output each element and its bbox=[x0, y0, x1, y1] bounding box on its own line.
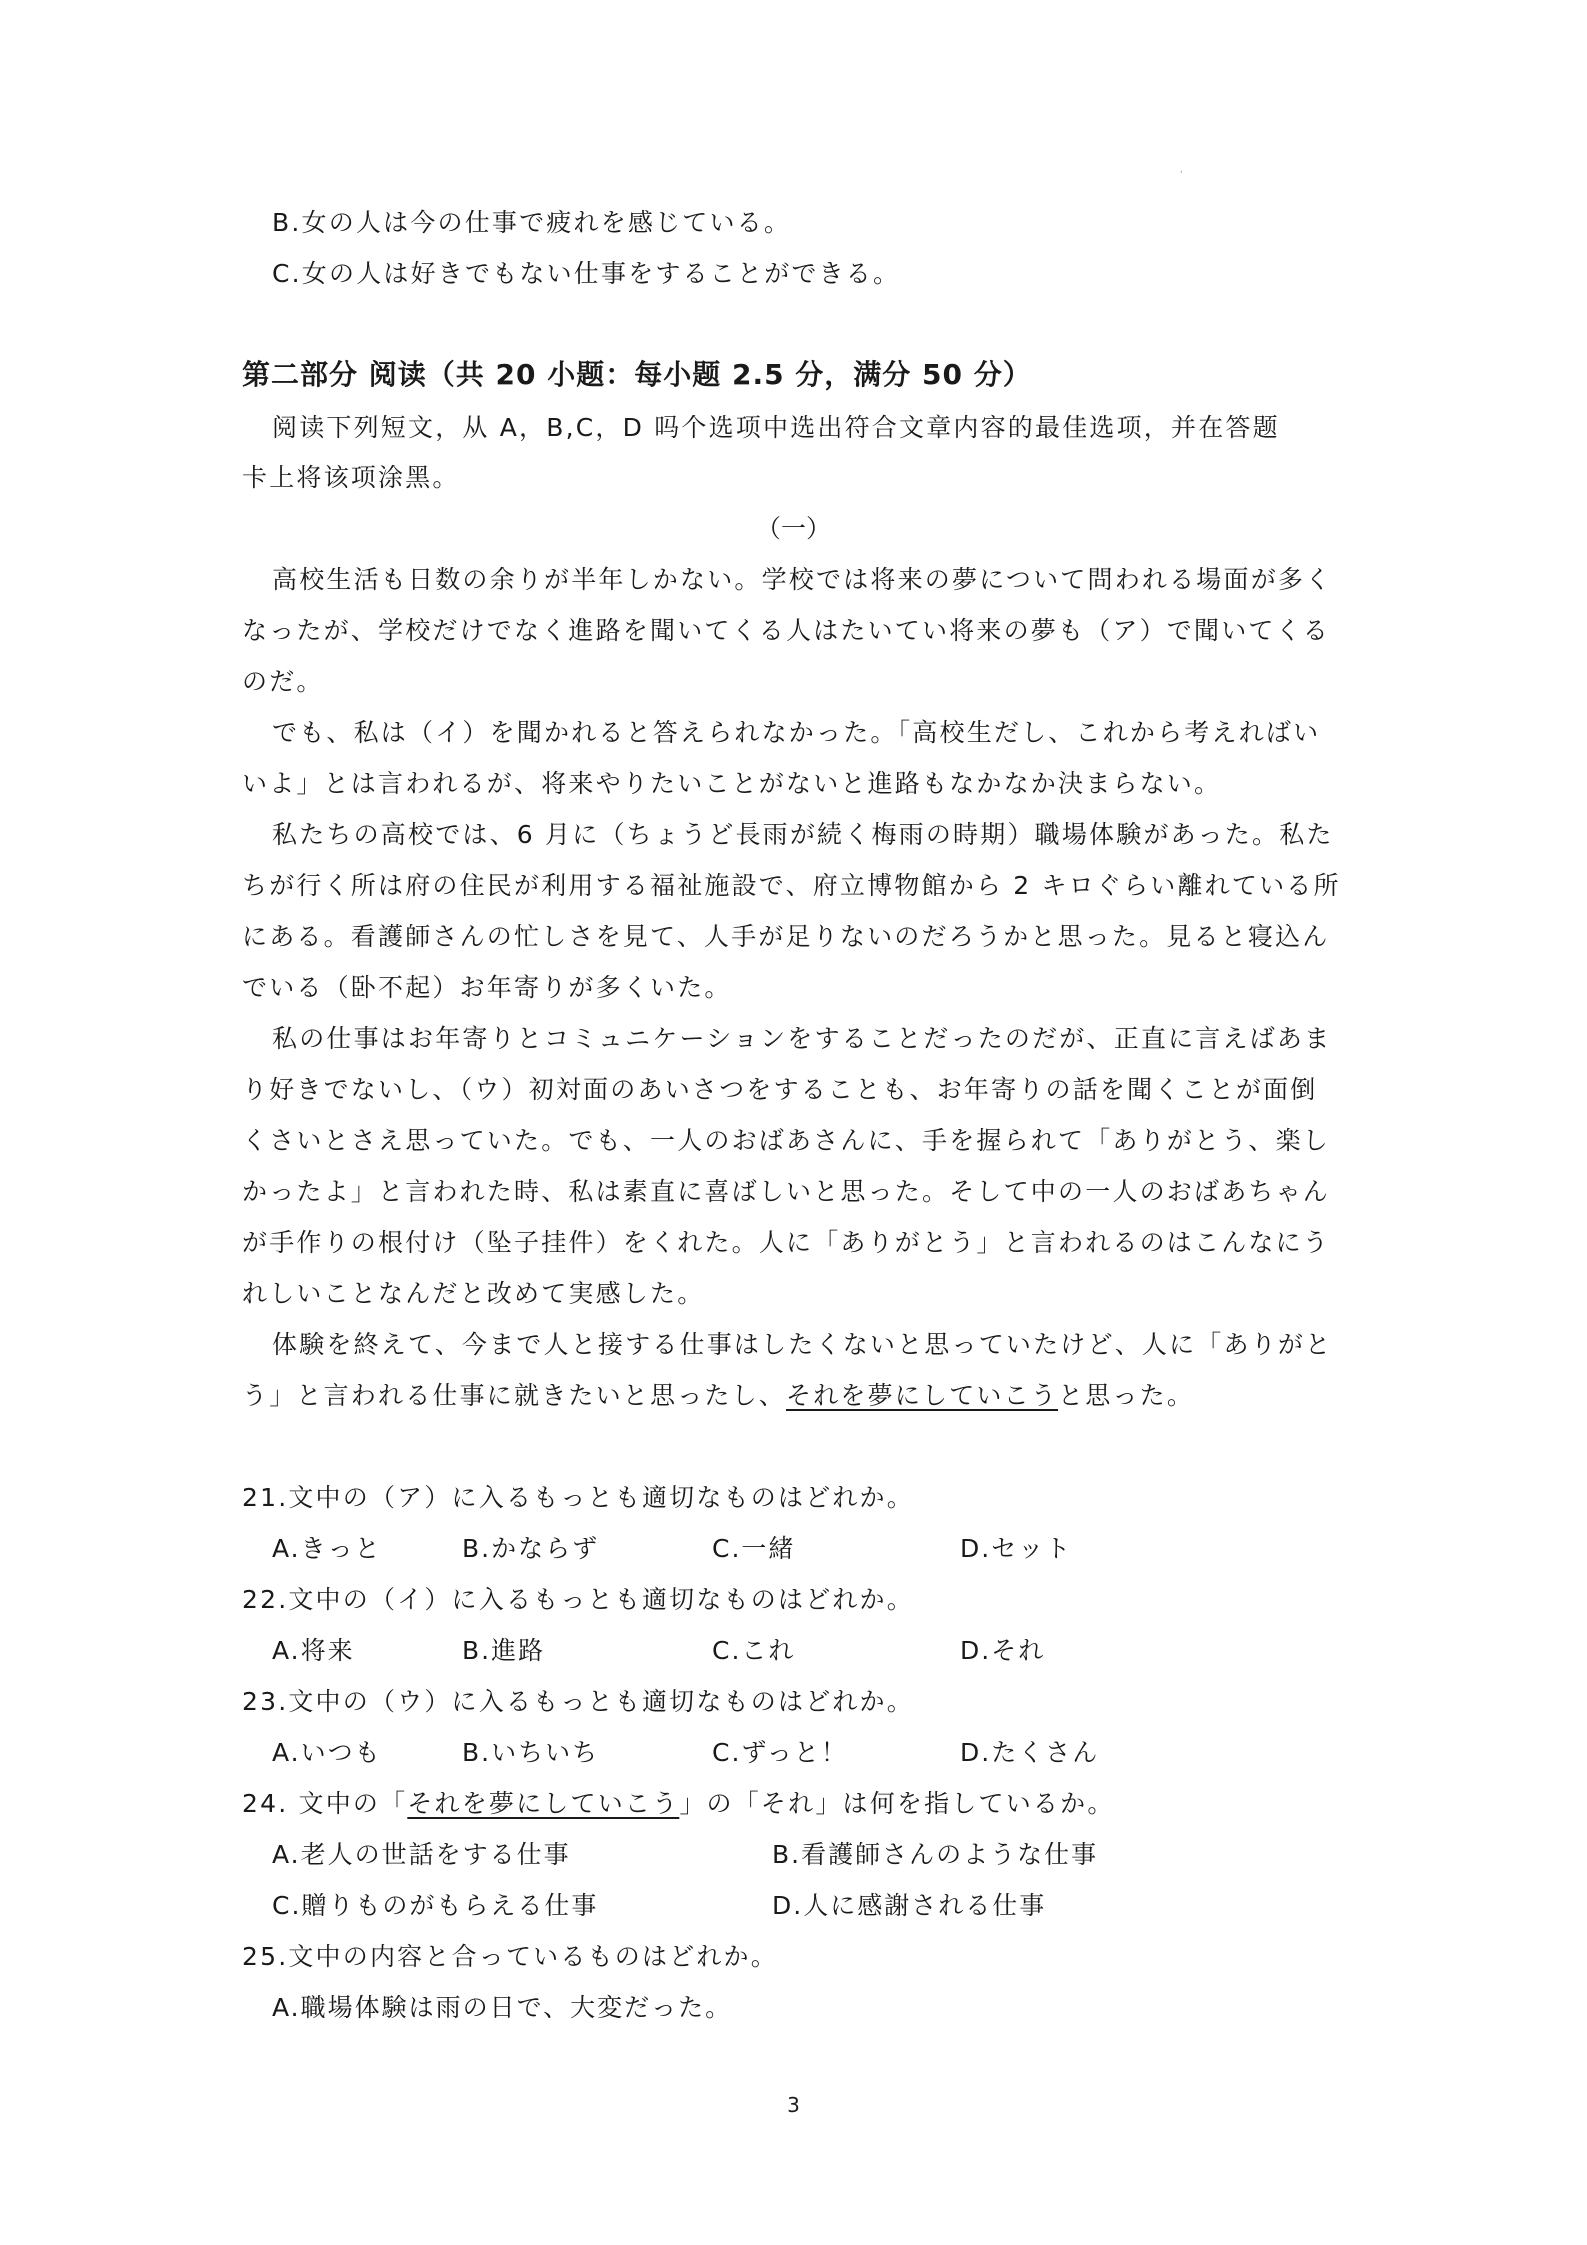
passage-line: が手作りの根付け（坠子挂件）をくれた。人に「ありがとう」と言われるのはこんなにう bbox=[242, 1228, 1331, 1257]
prev-option-c: C.女の人は好きでもない仕事をすることができる。 bbox=[272, 259, 901, 288]
q24-stem-text: 」の「それ」は何を指しているか。 bbox=[679, 1789, 1115, 1818]
passage-line: でも、私は（イ）を聞かれると答えられなかった。「高校生だし、これから考えればい bbox=[272, 718, 1321, 747]
passage-line: り好きでないし、（ウ）初対面のあいさつをすることも、お年寄りの話を聞くことが面倒 bbox=[242, 1075, 1318, 1104]
q23-option-d: D.たくさん bbox=[960, 1738, 1100, 1767]
passage-line: ちが行く所は府の住民が利用する福祉施設で、府立博物館から 2 キロぐらい離れている所 bbox=[242, 871, 1341, 900]
q21-option-b: B.かならず bbox=[462, 1534, 600, 1563]
q23-option-a: A.いつも bbox=[272, 1738, 382, 1767]
q24-option-a: A.老人の世話をする仕事 bbox=[272, 1840, 571, 1869]
passage-line: れしいことなんだと改めて実感した。 bbox=[242, 1279, 705, 1308]
question-25-stem: 25.文中の内容と合っているものはどれか。 bbox=[242, 1942, 778, 1971]
q25-option-a: A.職場体験は雨の日で、大変だった。 bbox=[272, 1993, 733, 2022]
passage-text: う」と言われる仕事に就きたいと思ったし、 bbox=[242, 1381, 787, 1410]
page-number: 3 bbox=[787, 2093, 800, 2117]
question-22-stem: 22.文中の（イ）に入るもっとも適切なものはどれか。 bbox=[242, 1585, 914, 1614]
question-21-stem: 21.文中の（ア）に入るもっとも適切なものはどれか。 bbox=[242, 1483, 914, 1512]
passage-line-with-underline bbox=[242, 1379, 1352, 1413]
passage-number: （一） bbox=[755, 514, 831, 543]
passage-line: 高校生活も日数の余りが半年しかない。学校では将来の夢について問われる場面が多く bbox=[272, 565, 1333, 594]
instruction-line-1: 阅读下列短文，从 A，B,C，D 吗个选项中选出符合文章内容的最佳选项，并在答题 bbox=[272, 413, 1280, 442]
instruction-line-2: 卡上将该项涂黑。 bbox=[242, 463, 460, 492]
q22-option-a: A.将来 bbox=[272, 1636, 355, 1665]
q21-option-c: C.一緒 bbox=[712, 1534, 796, 1563]
q22-option-c: C.これ bbox=[712, 1636, 796, 1665]
q21-option-d: D.セット bbox=[960, 1534, 1073, 1563]
passage-line: でいる（卧不起）お年寄りが多くいた。 bbox=[242, 973, 732, 1002]
passage-line: 私たちの高校では、6 月に（ちょうど長雨が続く梅雨の時期）職場体験があった。私た bbox=[272, 820, 1334, 849]
q23-option-c: C.ずっと！ bbox=[712, 1738, 848, 1767]
q22-option-d: D.それ bbox=[960, 1636, 1046, 1665]
passage-line: にある。看護師さんの忙しさを見て、人手が足りないのだろうかと思った。見ると寝込ん bbox=[242, 922, 1330, 951]
prev-option-b: B.女の人は今の仕事で疲れを感じている。 bbox=[272, 208, 792, 237]
stray-mark: ' bbox=[1180, 170, 1183, 180]
question-24-stem bbox=[242, 1787, 1352, 1821]
q23-option-b: B.いちいち bbox=[462, 1738, 600, 1767]
passage-line: くさいとさえ思っていた。でも、一人のおばあさんに、手を握られて「ありがとう、楽し bbox=[242, 1126, 1331, 1155]
passage-line: いよ」とは言われるが、将来やりたいことがないと進路もなかなか決まらない。 bbox=[242, 769, 1222, 798]
q24-stem-text: 24. 文中の「 bbox=[242, 1789, 408, 1818]
q21-option-a: A.きっと bbox=[272, 1534, 382, 1563]
q24-option-c: C.贈りものがもらえる仕事 bbox=[272, 1891, 599, 1920]
passage-line: のだ。 bbox=[242, 667, 324, 696]
section-heading: 第二部分 阅读（共 20 小题：每小题 2.5 分，满分 50 分） bbox=[242, 358, 1032, 391]
q24-option-b: B.看護師さんのような仕事 bbox=[772, 1840, 1099, 1869]
passage-line: なったが、学校だけでなく進路を聞いてくる人はたいてい将来の夢も（ア）で聞いてくる bbox=[242, 616, 1331, 645]
question-23-stem: 23.文中の（ウ）に入るもっとも適切なものはどれか。 bbox=[242, 1687, 914, 1716]
passage-line: 体験を終えて、今まで人と接する仕事はしたくないと思っていたけど、人に「ありがと bbox=[272, 1330, 1333, 1359]
underlined-phrase: それを夢にしていこう bbox=[786, 1381, 1059, 1410]
passage-line: 私の仕事はお年寄りとコミュニケーションをすることだったのだが、正直に言えばあま bbox=[272, 1024, 1332, 1053]
passage-line: かったよ」と言われた時、私は素直に喜ばしいと思った。そして中の一人のおばあちゃん bbox=[242, 1177, 1331, 1206]
q22-option-b: B.進路 bbox=[462, 1636, 546, 1665]
q24-underlined-phrase: それを夢にしていこう bbox=[407, 1789, 680, 1818]
q24-option-d: D.人に感謝される仕事 bbox=[772, 1891, 1047, 1920]
passage-text: と思った。 bbox=[1058, 1381, 1195, 1410]
